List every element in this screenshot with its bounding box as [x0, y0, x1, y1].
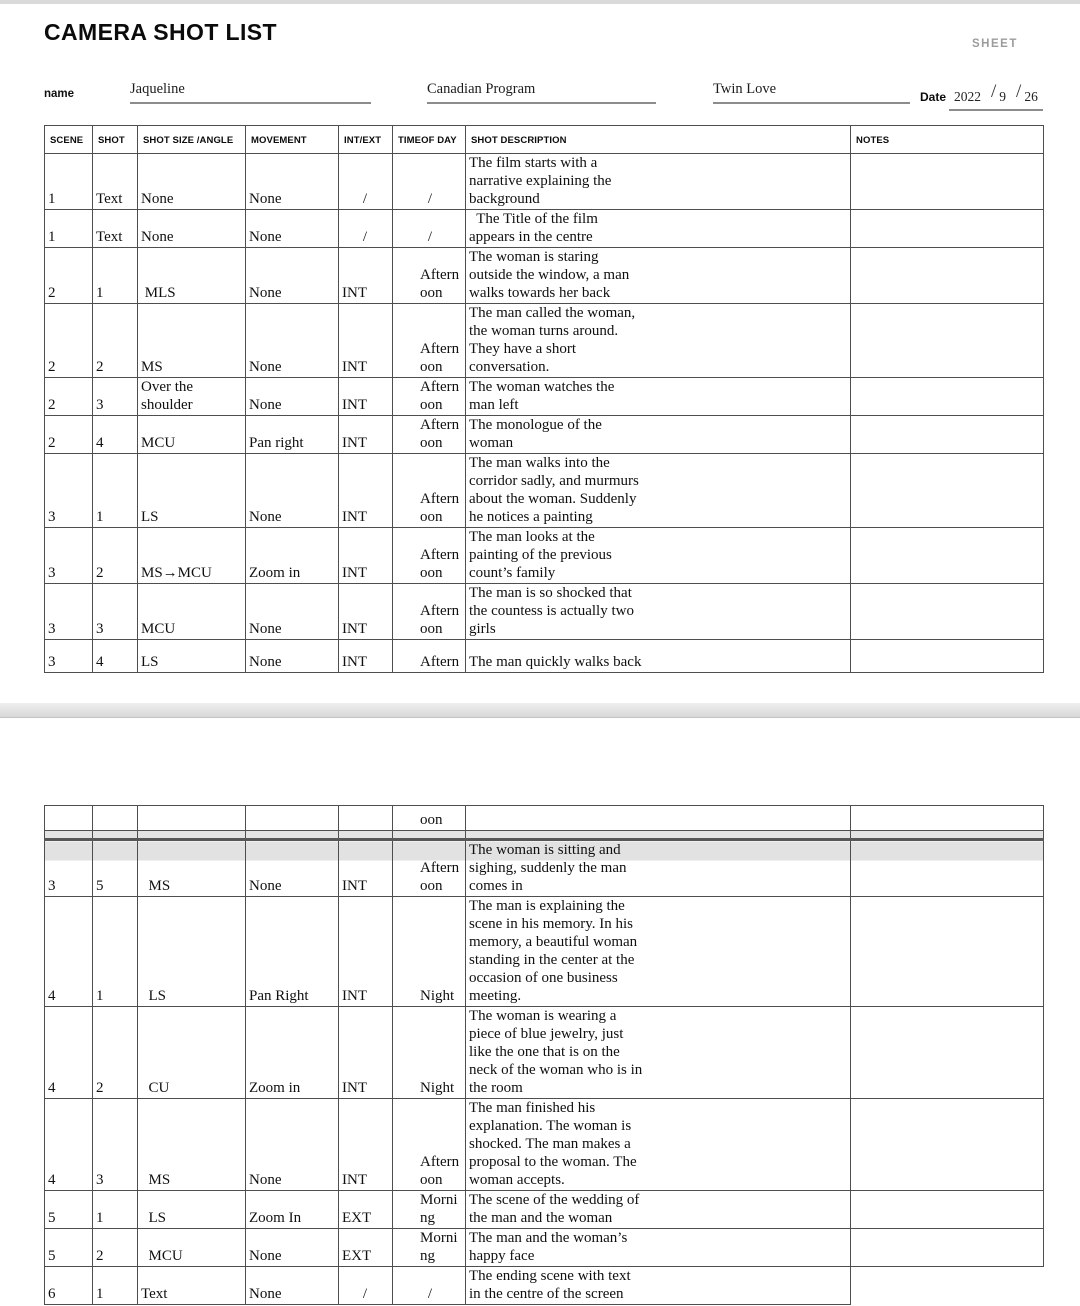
- time-of-day-text: /: [427, 191, 433, 207]
- shot-table-1: [44, 125, 1044, 673]
- cell-desc[interactable]: [466, 1229, 851, 1267]
- cell-scene[interactable]: 3: [45, 454, 93, 528]
- cell-scene[interactable]: 1: [45, 210, 93, 248]
- description-line: The scene of the wedding of: [469, 1192, 640, 1208]
- cell-intext[interactable]: INT: [339, 416, 393, 454]
- description-line: The man and the woman’s: [469, 1230, 628, 1246]
- cell-shot[interactable]: 1: [93, 897, 138, 1007]
- cell-shot[interactable]: 5: [93, 840, 138, 897]
- description-line: corridor sadly, and murmurs: [469, 473, 639, 489]
- date-label: Date: [920, 90, 947, 104]
- table-row: [45, 897, 1044, 1007]
- cell-size[interactable]: MCU: [138, 584, 246, 640]
- cell-notes[interactable]: [851, 154, 1044, 210]
- time-of-day-text: Aftern oon: [420, 341, 460, 375]
- cell-shot[interactable]: 1: [93, 1267, 138, 1305]
- cell-desc[interactable]: [466, 1267, 851, 1305]
- page-title: CAMERA SHOT LIST: [44, 19, 277, 45]
- table-row: [45, 416, 1044, 454]
- name-label: name: [44, 88, 75, 100]
- cell-shot[interactable]: [93, 806, 138, 831]
- cell-shot[interactable]: Text: [93, 210, 138, 248]
- description-line: piece of blue jewelry, just: [469, 1026, 624, 1042]
- film-title-field[interactable]: Twin Love: [713, 81, 910, 104]
- cell-scene[interactable]: 4: [45, 1099, 93, 1191]
- description-line: meeting.: [469, 988, 522, 1004]
- cell-intext[interactable]: INT: [339, 584, 393, 640]
- cell-size[interactable]: LS: [138, 1191, 246, 1229]
- cell-time[interactable]: [393, 248, 466, 304]
- cell-shot[interactable]: Text: [93, 154, 138, 210]
- program-field[interactable]: Canadian Program: [427, 81, 656, 104]
- cell-shot[interactable]: 4: [93, 640, 138, 673]
- divider-cell: [45, 831, 93, 840]
- date-group: [920, 81, 1043, 111]
- description-line: The man looks at the: [469, 529, 595, 545]
- cell-scene[interactable]: 5: [45, 1229, 93, 1267]
- cell-shot[interactable]: 3: [93, 584, 138, 640]
- cell-desc[interactable]: [466, 154, 851, 210]
- date-separator: /: [1016, 81, 1022, 102]
- cell-shot[interactable]: 1: [93, 454, 138, 528]
- column-header: SCENE: [45, 126, 93, 154]
- cell-movement[interactable]: [246, 806, 339, 831]
- description-line: The man called the woman,: [469, 305, 636, 321]
- time-of-day-text: /: [427, 1286, 433, 1302]
- description-line: painting of the previous: [469, 547, 612, 563]
- description-line: The woman is sitting and: [469, 842, 621, 858]
- description-line: proposal to the woman. The: [469, 1154, 637, 1170]
- description-line: memory, a beautiful woman: [469, 934, 638, 950]
- description-line: walks towards her back: [469, 285, 611, 301]
- cell-notes[interactable]: [851, 304, 1044, 378]
- cell-scene[interactable]: 4: [45, 1007, 93, 1099]
- description-line: The man is so shocked that: [469, 585, 632, 601]
- cell-desc[interactable]: [466, 454, 851, 528]
- cell-time[interactable]: [393, 416, 466, 454]
- cell-size[interactable]: MLS: [138, 248, 246, 304]
- cell-scene[interactable]: 2: [45, 304, 93, 378]
- time-of-day-text: oon: [420, 812, 443, 828]
- table-row: [45, 1099, 1044, 1191]
- description-line: They have a short: [469, 341, 577, 357]
- column-header: MOVEMENT: [246, 126, 339, 154]
- description-line: occasion of one business: [469, 970, 618, 986]
- cell-shot[interactable]: 1: [93, 248, 138, 304]
- description-line: The film starts with a: [469, 155, 598, 171]
- table-row: [45, 304, 1044, 378]
- cell-notes[interactable]: [851, 1099, 1044, 1191]
- cell-scene[interactable]: 1: [45, 154, 93, 210]
- cell-notes[interactable]: [851, 806, 1044, 831]
- cell-intext[interactable]: /: [339, 154, 393, 210]
- cell-movement[interactable]: None: [246, 304, 339, 378]
- description-line: comes in: [469, 878, 523, 894]
- cell-desc[interactable]: [466, 416, 851, 454]
- table-row: [45, 378, 1044, 416]
- cell-notes[interactable]: [851, 248, 1044, 304]
- description-line: The man quickly walks back: [469, 654, 642, 670]
- cell-movement[interactable]: None: [246, 378, 339, 416]
- description-line: The monologue of the: [469, 417, 602, 433]
- description-line: the countess is actually two: [469, 603, 634, 619]
- table-row: [45, 1267, 1044, 1305]
- description-line: count’s family: [469, 565, 556, 581]
- cell-scene[interactable]: 6: [45, 1267, 93, 1305]
- time-of-day-text: Aftern oon: [420, 491, 460, 525]
- description-line: the room: [469, 1080, 523, 1096]
- name-field[interactable]: Jaqueline: [130, 81, 371, 104]
- column-header: SHOT: [93, 126, 138, 154]
- cell-size[interactable]: MCU: [138, 1229, 246, 1267]
- cell-size[interactable]: CU: [138, 1007, 246, 1099]
- cell-notes[interactable]: [851, 640, 1044, 673]
- cell-intext[interactable]: EXT: [339, 1229, 393, 1267]
- column-header: TIMEOF DAY: [393, 126, 466, 154]
- date-separator: /: [991, 81, 997, 102]
- cell-movement[interactable]: None: [246, 640, 339, 673]
- cell-size[interactable]: MCU: [138, 416, 246, 454]
- table-row: [45, 248, 1044, 304]
- cell-movement[interactable]: None: [246, 454, 339, 528]
- time-of-day-text: Aftern: [420, 654, 460, 670]
- time-of-day-text: /: [427, 229, 433, 245]
- description-line: the woman turns around.: [469, 323, 619, 339]
- cell-movement[interactable]: None: [246, 1267, 339, 1305]
- cell-intext[interactable]: /: [339, 210, 393, 248]
- date-year[interactable]: 2022: [954, 89, 982, 104]
- cell-movement[interactable]: None: [246, 584, 339, 640]
- cell-scene[interactable]: 3: [45, 840, 93, 897]
- cell-shot[interactable]: 2: [93, 1007, 138, 1099]
- cell-scene[interactable]: 2: [45, 416, 93, 454]
- cell-size[interactable]: None: [138, 210, 246, 248]
- cell-size[interactable]: LS: [138, 640, 246, 673]
- table-row: [45, 840, 1044, 897]
- cell-size[interactable]: Over the shoulder: [138, 378, 246, 416]
- cell-size[interactable]: None: [138, 154, 246, 210]
- cell-movement[interactable]: None: [246, 248, 339, 304]
- cell-desc[interactable]: [466, 1099, 851, 1191]
- cell-size[interactable]: [138, 806, 246, 831]
- cell-notes[interactable]: [851, 1007, 1044, 1099]
- description-line: appears in the centre: [469, 229, 593, 245]
- table-row: [45, 806, 1044, 831]
- time-of-day-text: Aftern oon: [420, 1154, 460, 1188]
- cell-time[interactable]: [393, 1267, 466, 1305]
- cell-movement[interactable]: None: [246, 840, 339, 897]
- column-header: NOTES: [851, 126, 1044, 154]
- cell-scene[interactable]: 3: [45, 584, 93, 640]
- cell-intext[interactable]: [339, 806, 393, 831]
- cell-movement[interactable]: Pan right: [246, 416, 339, 454]
- cell-scene[interactable]: 2: [45, 248, 93, 304]
- table-row: [45, 1229, 1044, 1267]
- cell-movement[interactable]: Zoom In: [246, 1191, 339, 1229]
- cell-desc[interactable]: [466, 248, 851, 304]
- description-line: woman accepts.: [469, 1172, 565, 1188]
- description-line: narrative explaining the: [469, 173, 612, 189]
- description-line: The man walks into the: [469, 455, 610, 471]
- cell-shot[interactable]: 2: [93, 1229, 138, 1267]
- cell-desc[interactable]: [466, 840, 851, 897]
- cell-time[interactable]: [393, 154, 466, 210]
- description-line: in the centre of the screen: [469, 1286, 624, 1302]
- time-of-day-text: Morni ng: [420, 1230, 458, 1264]
- cell-notes[interactable]: [851, 897, 1044, 1007]
- cell-time[interactable]: [393, 304, 466, 378]
- cell-desc[interactable]: [466, 528, 851, 584]
- cell-desc[interactable]: [466, 806, 851, 831]
- date-field[interactable]: [949, 81, 1043, 111]
- table-row: [45, 210, 1044, 248]
- divider-cell: [851, 831, 1044, 840]
- description-line: The Title of the film: [469, 211, 598, 227]
- cell-desc[interactable]: [466, 304, 851, 378]
- cell-scene[interactable]: 5: [45, 1191, 93, 1229]
- cell-movement[interactable]: None: [246, 1229, 339, 1267]
- cell-desc[interactable]: [466, 584, 851, 640]
- description-line: The man finished his: [469, 1100, 596, 1116]
- cell-intext[interactable]: INT: [339, 640, 393, 673]
- divider-cell: [339, 831, 393, 840]
- description-line: The ending scene with text: [469, 1268, 631, 1284]
- cell-time[interactable]: [393, 378, 466, 416]
- table-row: [45, 1191, 1044, 1229]
- cell-intext[interactable]: INT: [339, 897, 393, 1007]
- cell-time[interactable]: [393, 1191, 466, 1229]
- time-of-day-text: Night: [420, 1080, 455, 1096]
- description-line: standing in the center at the: [469, 952, 635, 968]
- cell-movement[interactable]: Zoom in: [246, 1007, 339, 1099]
- table-row: [45, 640, 1044, 673]
- time-of-day-text: Aftern oon: [420, 603, 460, 637]
- cell-movement[interactable]: Zoom in: [246, 528, 339, 584]
- cell-scene[interactable]: 3: [45, 640, 93, 673]
- table-row: [45, 1007, 1044, 1099]
- description-line: woman: [469, 435, 514, 451]
- table-row: [45, 454, 1044, 528]
- table-row: [45, 154, 1044, 210]
- divider-cell: [466, 831, 851, 840]
- cell-notes[interactable]: [851, 1229, 1044, 1267]
- cell-time[interactable]: [393, 210, 466, 248]
- cell-shot[interactable]: 3: [93, 1099, 138, 1191]
- cell-time[interactable]: [393, 640, 466, 673]
- time-of-day-text: Aftern oon: [420, 267, 460, 301]
- shot-table-2: [44, 805, 1044, 1305]
- date-month[interactable]: 9: [999, 89, 1007, 104]
- description-line: like the one that is on the: [469, 1044, 620, 1060]
- table-header-row: [45, 126, 1044, 154]
- divider-cell: [393, 831, 466, 840]
- column-header: SHOT SIZE /ANGLE: [138, 126, 246, 154]
- cell-time[interactable]: [393, 1229, 466, 1267]
- cell-intext[interactable]: /: [339, 1267, 393, 1305]
- time-of-day-text: Aftern oon: [420, 417, 460, 451]
- cell-scene[interactable]: 2: [45, 378, 93, 416]
- cell-intext[interactable]: INT: [339, 248, 393, 304]
- cell-notes[interactable]: [851, 1267, 1044, 1305]
- cell-notes[interactable]: [851, 416, 1044, 454]
- column-header: INT/EXT: [339, 126, 393, 154]
- description-line: happy face: [469, 1248, 535, 1264]
- description-line: The woman is staring: [469, 249, 599, 265]
- cell-time[interactable]: [393, 840, 466, 897]
- description-line: background: [469, 191, 540, 207]
- cell-movement[interactable]: None: [246, 1099, 339, 1191]
- cell-shot[interactable]: 1: [93, 1191, 138, 1229]
- cell-intext[interactable]: INT: [339, 378, 393, 416]
- cell-size[interactable]: MS→MCU: [138, 528, 246, 584]
- cell-intext[interactable]: INT: [339, 304, 393, 378]
- cell-size[interactable]: MS: [138, 1099, 246, 1191]
- cell-size[interactable]: LS: [138, 897, 246, 1007]
- time-of-day-text: Aftern oon: [420, 547, 460, 581]
- description-line: man left: [469, 397, 519, 413]
- description-line: outside the window, a man: [469, 267, 630, 283]
- cell-intext[interactable]: INT: [339, 528, 393, 584]
- cell-desc[interactable]: [466, 640, 851, 673]
- cell-desc[interactable]: [466, 210, 851, 248]
- cell-size[interactable]: LS: [138, 454, 246, 528]
- cell-shot[interactable]: 2: [93, 528, 138, 584]
- description-line: the man and the woman: [469, 1210, 613, 1226]
- cell-intext[interactable]: INT: [339, 454, 393, 528]
- cell-time[interactable]: [393, 1099, 466, 1191]
- description-line: neck of the woman who is in: [469, 1062, 643, 1078]
- description-line: he notices a painting: [469, 509, 593, 525]
- cell-time[interactable]: [393, 454, 466, 528]
- time-of-day-text: Aftern oon: [420, 860, 460, 894]
- cell-notes[interactable]: [851, 454, 1044, 528]
- cell-intext[interactable]: INT: [339, 1099, 393, 1191]
- cell-notes[interactable]: [851, 528, 1044, 584]
- table-row: [45, 584, 1044, 640]
- sheet-label: SHEET: [972, 38, 1018, 50]
- description-line: conversation.: [469, 359, 550, 375]
- cell-desc[interactable]: [466, 378, 851, 416]
- cell-time[interactable]: [393, 584, 466, 640]
- cell-desc[interactable]: [466, 1007, 851, 1099]
- cell-time[interactable]: [393, 897, 466, 1007]
- table-row: [45, 528, 1044, 584]
- divider-cell: [138, 831, 246, 840]
- time-of-day-text: Night: [420, 988, 455, 1004]
- cell-notes[interactable]: [851, 210, 1044, 248]
- time-of-day-text: Aftern oon: [420, 379, 460, 413]
- description-line: The woman watches the: [469, 379, 615, 395]
- cell-size[interactable]: Text: [138, 1267, 246, 1305]
- description-line: about the woman. Suddenly: [469, 491, 637, 507]
- cell-time[interactable]: [393, 1007, 466, 1099]
- description-line: scene in his memory. In his: [469, 916, 633, 932]
- cell-shot[interactable]: 3: [93, 378, 138, 416]
- cell-desc[interactable]: [466, 897, 851, 1007]
- cell-time[interactable]: [393, 528, 466, 584]
- description-line: explanation. The woman is: [469, 1118, 632, 1134]
- cell-notes[interactable]: [851, 584, 1044, 640]
- cell-size[interactable]: MS: [138, 304, 246, 378]
- cell-movement[interactable]: Pan Right: [246, 897, 339, 1007]
- divider-cell: [93, 831, 138, 840]
- cell-size[interactable]: MS: [138, 840, 246, 897]
- cell-notes[interactable]: [851, 378, 1044, 416]
- cell-scene[interactable]: 3: [45, 528, 93, 584]
- cell-notes[interactable]: [851, 1191, 1044, 1229]
- divider-cell: [246, 831, 339, 840]
- description-line: The woman is wearing a: [469, 1008, 617, 1024]
- date-day[interactable]: 26: [1024, 89, 1038, 104]
- cell-desc[interactable]: [466, 1191, 851, 1229]
- description-line: girls: [469, 621, 496, 637]
- cell-scene[interactable]: [45, 806, 93, 831]
- description-line: shocked. The man makes a: [469, 1136, 631, 1152]
- cell-shot[interactable]: 2: [93, 304, 138, 378]
- description-line: The man is explaining the: [469, 898, 625, 914]
- cell-movement[interactable]: None: [246, 154, 339, 210]
- window-top-strip: [0, 0, 1080, 4]
- cell-notes[interactable]: [851, 840, 1044, 897]
- cell-intext[interactable]: INT: [339, 840, 393, 897]
- cell-time[interactable]: [393, 806, 466, 831]
- cell-shot[interactable]: 4: [93, 416, 138, 454]
- cell-intext[interactable]: INT: [339, 1007, 393, 1099]
- cell-scene[interactable]: 4: [45, 897, 93, 1007]
- description-line: sighing, suddenly the man: [469, 860, 627, 876]
- time-of-day-text: Morni ng: [420, 1192, 458, 1226]
- cell-movement[interactable]: None: [246, 210, 339, 248]
- column-header: SHOT DESCRIPTION: [466, 126, 851, 154]
- table-row: [45, 831, 1044, 840]
- cell-intext[interactable]: EXT: [339, 1191, 393, 1229]
- page-break-divider: [0, 703, 1080, 718]
